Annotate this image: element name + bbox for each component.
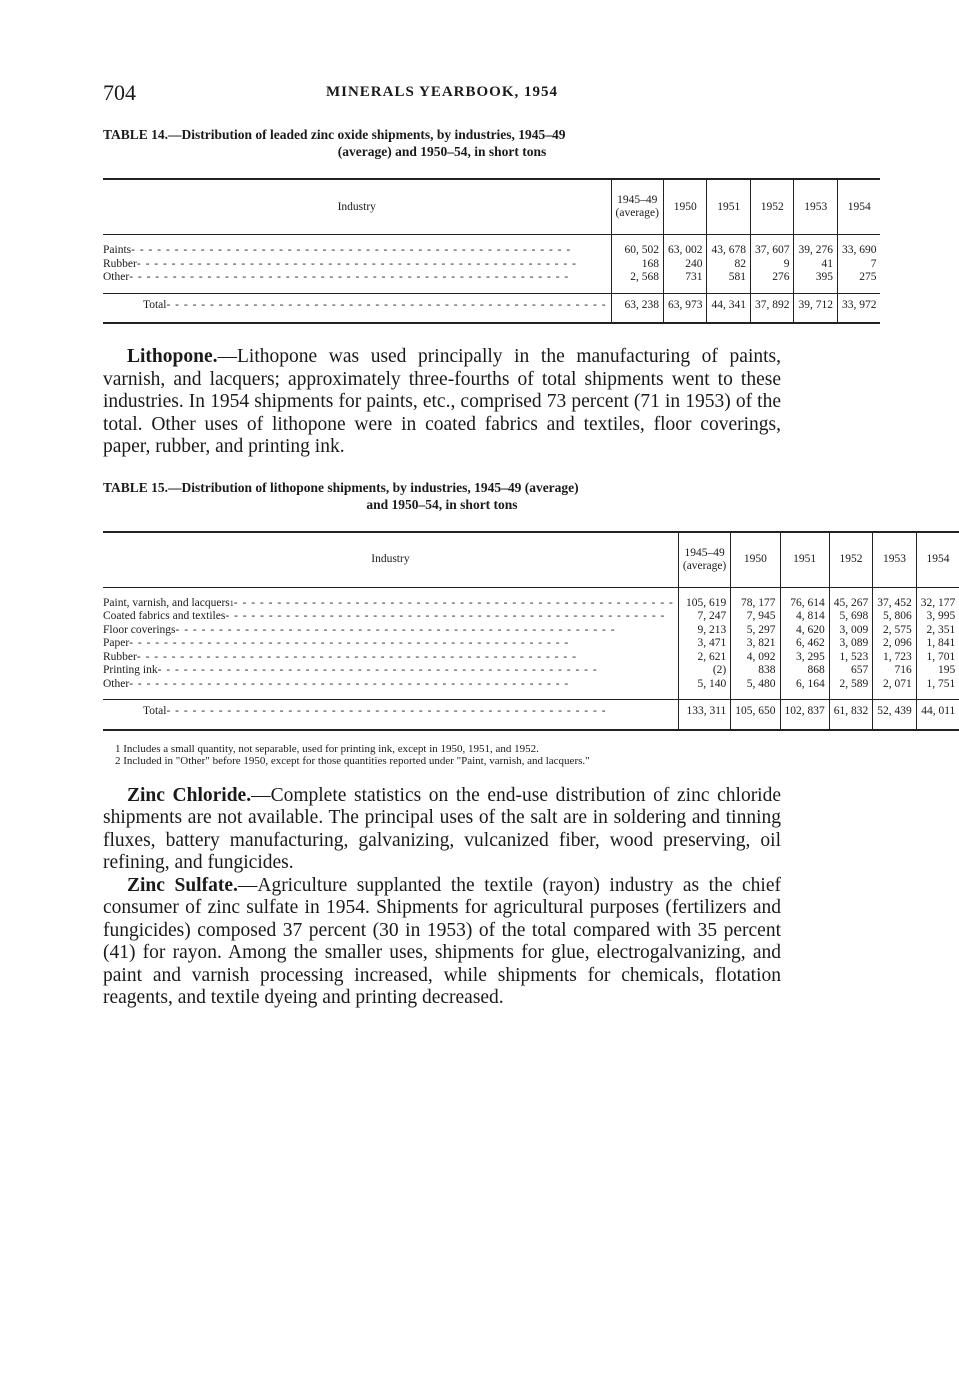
table-cell: 716 <box>873 664 917 678</box>
table-row <box>103 258 880 272</box>
table-row <box>103 664 959 678</box>
table-cell: 60, 502 <box>611 244 663 258</box>
table-cell: 1, 523 <box>829 651 873 665</box>
column-header: 1952 <box>750 179 794 235</box>
zinc-sulfate-paragraph: Zinc Sulfate.—Agriculture supplanted the textile (rayon) industry as the chief consumer of zinc sulfate in 1954. Shipments for agricultural purposes (fertilizers and fungicides) composed 37 percent (30 in 1953) of the total compared with 35 percent (41) for rayon. Among the smaller uses, shipments for glue, electrogalvanizing, and paint and varnish processing increased, while shipments for chemicals, flotation reagents, and textile dyeing and printing decreased. <box>103 874 781 1008</box>
table-cell: 3, 995 <box>916 610 959 624</box>
column-header: 1945–49 (average) <box>678 532 730 588</box>
row-label: Floor coverings - - - <box>103 624 678 638</box>
table-cell: (2) <box>678 664 730 678</box>
column-header: 1951 <box>780 532 829 588</box>
table-row <box>103 610 959 624</box>
table-cell: 395 <box>794 271 838 293</box>
table-cell: 5, 140 <box>678 678 730 700</box>
table14 <box>103 178 880 324</box>
column-header: 1950 <box>663 179 707 235</box>
table-cell: 43, 678 <box>707 244 751 258</box>
table-cell: 838 <box>731 664 780 678</box>
total-cell: 133, 311 <box>678 700 730 730</box>
total-cell: 102, 837 <box>780 700 829 730</box>
total-row <box>103 293 880 323</box>
total-cell: 33, 972 <box>837 293 880 323</box>
column-header: 1953 <box>873 532 917 588</box>
table15-footnotes <box>103 743 781 767</box>
table-cell: 5, 480 <box>731 678 780 700</box>
table-cell: 37, 607 <box>750 244 794 258</box>
table-row <box>103 651 959 665</box>
table-cell: 63, 002 <box>663 244 707 258</box>
table-cell: 105, 619 <box>678 597 730 611</box>
table-cell: 731 <box>663 271 707 293</box>
total-cell: 61, 832 <box>829 700 873 730</box>
table-cell: 2, 575 <box>873 624 917 638</box>
total-cell: 63, 973 <box>663 293 707 323</box>
footnote-1: 1 Includes a small quantity, not separable, used for printing ink, except in 1950, 1951, and 1952. <box>115 742 539 755</box>
total-label: Total - - - <box>103 293 611 323</box>
total-cell: 63, 238 <box>611 293 663 323</box>
table15 <box>103 531 959 731</box>
header-row <box>103 179 880 235</box>
table14-caption: TABLE 14.—Distribution of leaded zinc oxide shipments, by industries, 1945–49 (average) and 1950–54, in short tons <box>103 127 566 159</box>
table-cell: 32, 177 <box>916 597 959 611</box>
row-label: Paint, varnish, and lacquers 1 - - - <box>103 597 678 611</box>
table-row <box>103 637 959 651</box>
column-header: 1950 <box>731 532 780 588</box>
table-cell: 7, 247 <box>678 610 730 624</box>
column-header: Industry <box>103 179 611 235</box>
row-label: Printing ink - - - <box>103 664 678 678</box>
table-cell: 4, 814 <box>780 610 829 624</box>
table-cell: 168 <box>611 258 663 272</box>
header-row <box>103 532 959 588</box>
footnote-2: 2 Included in "Other" before 1950, except for those quantities reported under "Paint, varnish, and lacquers." <box>115 754 590 767</box>
table-cell: 3, 009 <box>829 624 873 638</box>
table-cell: 39, 276 <box>794 244 838 258</box>
column-header: Industry <box>103 532 678 588</box>
table-cell: 33, 690 <box>837 244 880 258</box>
table-cell: 78, 177 <box>731 597 780 611</box>
table-cell: 82 <box>707 258 751 272</box>
row-label: Other - - - <box>103 271 611 293</box>
table-cell: 1, 723 <box>873 651 917 665</box>
row-label: Paper - - - <box>103 637 678 651</box>
row-label: Rubber - - - <box>103 651 678 665</box>
table-cell: 2, 096 <box>873 637 917 651</box>
lithopone-paragraph: Lithopone.—Lithopone was used principally in the manufacturing of paints, varnish, and lacquers; approximately three-fourths of total shipments went to these industries. In 1954 shipments for paints, etc., comprised 73 percent (71 in 1953) of the total. Other uses of lithopone were in coated fabrics and textiles, floor coverings, paper, rubber, and printing ink. <box>103 346 781 457</box>
table-cell: 9 <box>750 258 794 272</box>
table-cell: 1, 751 <box>916 678 959 700</box>
page <box>103 80 956 1010</box>
table-cell: 41 <box>794 258 838 272</box>
table-cell: 7, 945 <box>731 610 780 624</box>
table-cell: 6, 164 <box>780 678 829 700</box>
lithopone-heading: Lithopone. <box>127 346 218 367</box>
table-cell: 76, 614 <box>780 597 829 611</box>
table-cell: 4, 092 <box>731 651 780 665</box>
zinc-sulfate-heading: Zinc Sulfate. <box>127 874 238 896</box>
column-header: 1945–49 (average) <box>611 179 663 235</box>
column-header: 1954 <box>837 179 880 235</box>
table-cell: 45, 267 <box>829 597 873 611</box>
total-cell: 52, 439 <box>873 700 917 730</box>
page-header <box>103 80 781 110</box>
spacer-row <box>103 587 959 597</box>
table-cell: 3, 471 <box>678 637 730 651</box>
table-cell: 5, 806 <box>873 610 917 624</box>
row-label: Other - - - <box>103 678 678 700</box>
table-cell: 2, 351 <box>916 624 959 638</box>
table-cell: 3, 821 <box>731 637 780 651</box>
table-cell: 2, 621 <box>678 651 730 665</box>
table-cell: 4, 620 <box>780 624 829 638</box>
zinc-chloride-heading: Zinc Chloride. <box>127 784 252 806</box>
row-label: Coated fabrics and textiles - - - <box>103 610 678 624</box>
table-cell: 2, 071 <box>873 678 917 700</box>
zinc-chloride-paragraph: Zinc Chloride.—Complete statistics on the end-use distribution of zinc chloride shipments are not available. The principal uses of the salt are in soldering and tinning fluxes, battery manufacturing, galvanizing, vulcanized fiber, wood preserving, oil refining, and fungicides. <box>103 784 782 873</box>
table-cell: 1, 841 <box>916 637 959 651</box>
table-cell: 581 <box>707 271 751 293</box>
column-header: 1952 <box>829 532 873 588</box>
table-cell: 7 <box>837 258 880 272</box>
total-cell: 37, 892 <box>750 293 794 323</box>
table-cell: 240 <box>663 258 707 272</box>
total-cell: 44, 011 <box>916 700 959 730</box>
table-cell: 37, 452 <box>873 597 917 611</box>
total-cell: 105, 650 <box>731 700 780 730</box>
table-cell: 5, 698 <box>829 610 873 624</box>
page-number: 704 <box>103 80 136 105</box>
table-cell: 657 <box>829 664 873 678</box>
table-cell: 6, 462 <box>780 637 829 651</box>
table-cell: 2, 589 <box>829 678 873 700</box>
footnote-ref: 1 <box>229 598 234 608</box>
column-header: 1953 <box>794 179 838 235</box>
table15-caption: TABLE 15.—Distribution of lithopone shipments, by industries, 1945–49 (average) and 1950–54, in short tons <box>103 479 579 512</box>
table-row <box>103 624 959 638</box>
table-cell: 3, 295 <box>780 651 829 665</box>
running-title: MINERALS YEARBOOK, 1954 <box>325 84 559 100</box>
column-header: 1954 <box>916 532 959 588</box>
total-cell: 39, 712 <box>794 293 838 323</box>
table-cell: 195 <box>916 664 959 678</box>
table-row <box>103 271 880 293</box>
table-cell: 276 <box>750 271 794 293</box>
row-label: Paints - - - <box>103 244 611 258</box>
total-label: Total - - - <box>103 700 678 730</box>
table-cell: 3, 089 <box>829 637 873 651</box>
table-row <box>103 597 959 611</box>
table-cell: 5, 297 <box>731 624 780 638</box>
table-row <box>103 244 880 258</box>
total-cell: 44, 341 <box>707 293 751 323</box>
table-cell: 1, 701 <box>916 651 959 665</box>
table-cell: 2, 568 <box>611 271 663 293</box>
table-row <box>103 678 959 700</box>
row-label: Rubber - - - <box>103 258 611 272</box>
total-row <box>103 700 959 730</box>
column-header: 1951 <box>707 179 751 235</box>
table-cell: 275 <box>837 271 880 293</box>
spacer-row <box>103 235 880 245</box>
table-cell: 868 <box>780 664 829 678</box>
table-cell: 9, 213 <box>678 624 730 638</box>
